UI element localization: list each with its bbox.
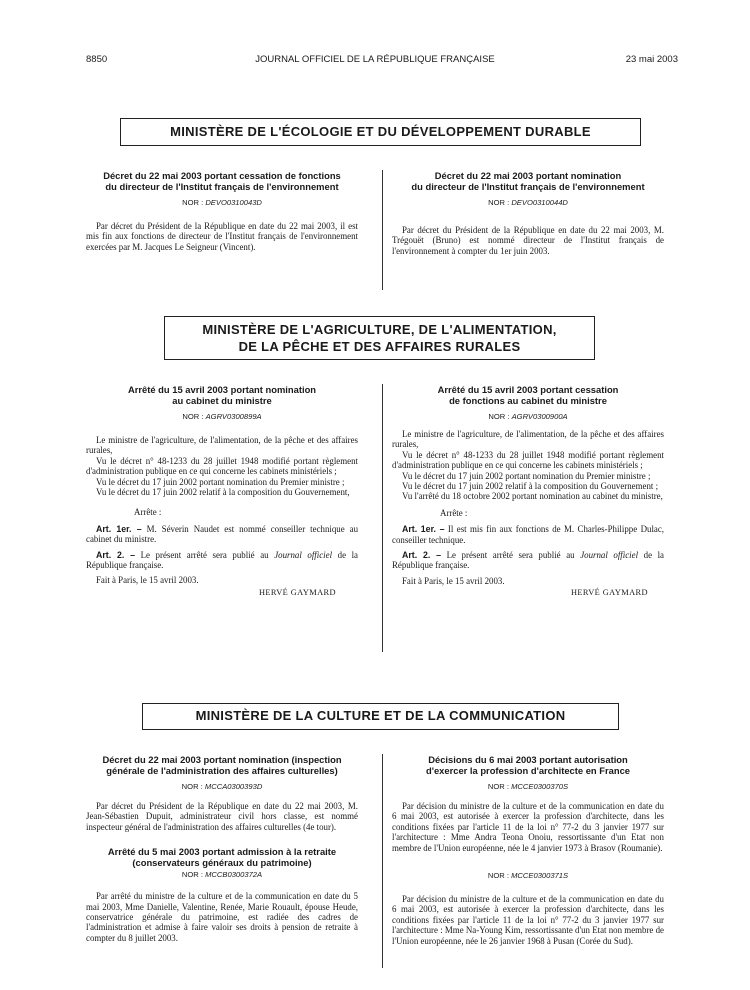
nor-reference xyxy=(86,412,358,421)
nor-code: AGRV0300900A xyxy=(511,412,568,421)
title-line: Décisions du 6 mai 2003 portant autorisation xyxy=(428,754,628,765)
issue-date: 23 mai 2003 xyxy=(625,54,678,65)
preamble: Le ministre de l'agriculture, de l'alimentation, de la pêche et des affaires rurales, xyxy=(392,429,664,450)
nor-code: DEVO0310044D xyxy=(511,198,568,207)
ministry-heading xyxy=(142,703,619,730)
article-2 xyxy=(392,550,664,571)
decree-column-right xyxy=(392,754,664,946)
nor-reference xyxy=(392,412,664,421)
nor-label: NOR : xyxy=(488,198,510,207)
done-at: Fait à Paris, le 15 avril 2003. xyxy=(96,575,199,586)
nor-label: NOR : xyxy=(487,871,509,881)
title-line: d'exercer la profession d'architecte en France xyxy=(425,765,631,776)
title-line: Arrêté du 5 mai 2003 portant admission à la retraite xyxy=(107,846,337,858)
nor-code: MCCB0300372A xyxy=(205,870,263,880)
journal-name: Journal officiel xyxy=(274,549,333,560)
nor-code: MCCE0300371S xyxy=(511,871,569,881)
nor-label: NOR : xyxy=(182,198,204,207)
done-at: Fait à Paris, le 15 avril 2003. xyxy=(402,575,505,586)
column-divider xyxy=(382,754,383,968)
decree-title xyxy=(86,170,358,192)
article-1 xyxy=(392,524,664,545)
visa: Vu le décret n° 48-1233 du 28 juillet 1948 modifié portant règlement d'administration publique en ce qui concerne les cabinets ministériels ; xyxy=(86,455,358,477)
article-text: Le présent arrêté sera publié au xyxy=(446,550,575,561)
nor-reference xyxy=(86,198,358,207)
decree-body: Par décret du Président de la République en date du 22 mai 2003, M. Trégouët (Bruno) est nommé directeur de l'Institut français de l'environnement à compter du 1er juin 2003. xyxy=(392,225,664,256)
article-2 xyxy=(86,550,358,571)
decree-title xyxy=(86,846,358,868)
title-line: Décret du 22 mai 2003 portant cessation de fonctions xyxy=(103,170,341,181)
nor-code: MCCA0300393D xyxy=(204,782,263,791)
decree-column-right xyxy=(392,384,664,599)
visa: Vu le décret du 17 juin 2002 relatif à la composition du Gouvernement ; xyxy=(402,481,659,492)
title-line: Décret du 22 mai 2003 portant nomination xyxy=(434,170,622,181)
title-line: (conservateurs généraux du patrimoine) xyxy=(132,857,312,869)
article-label: Art. 1er. – xyxy=(96,523,142,534)
ministry-heading xyxy=(120,118,641,146)
article-text: Il est mis fin aux fonctions de M. Charles-Philippe Dulac, conseiller technique. xyxy=(392,524,665,545)
ministry-name: MINISTÈRE DE LA CULTURE ET DE LA COMMUNICATION xyxy=(195,708,566,723)
decree-column-right xyxy=(392,170,664,256)
title-line: générale de l'administration des affaires culturelles) xyxy=(106,765,338,776)
ministry-name: MINISTÈRE DE L'ÉCOLOGIE ET DU DÉVELOPPEMENT DURABLE xyxy=(170,124,591,139)
ministry-name: DE LA PÊCHE ET DES AFFAIRES RURALES xyxy=(238,339,521,354)
article-text: M. Séverin Naudet est nommé conseiller technique au cabinet du ministre. xyxy=(86,523,359,545)
signature: HERVÉ GAYMARD xyxy=(258,587,336,597)
visa: Vu le décret du 17 juin 2002 portant nomination du Premier ministre ; xyxy=(96,476,345,487)
decree-title xyxy=(86,754,358,776)
nor-reference xyxy=(86,782,358,791)
title-line: du directeur de l'Institut français de l'environnement xyxy=(411,181,645,192)
column-divider xyxy=(382,170,383,290)
page-number: 8850 xyxy=(86,54,108,65)
decree-title xyxy=(392,170,664,192)
preamble: Le ministre de l'agriculture, de l'alimentation, de la pêche et des affaires rurales, xyxy=(86,435,358,456)
article-label: Art. 2. – xyxy=(96,549,136,560)
article-text: de la République française. xyxy=(86,549,358,571)
nor-reference xyxy=(86,870,358,879)
decision-body: Par décision du ministre de la culture et de la communication en date du 6 mai 2003, est autorisée à exercer la profession d'architecte, dans les conditions fixées par l'article 11 de la loi n° 77-2 du 3 janvier 1977 sur l'architecture : Mme Na-Young Kim, ressortissante d'un Etat non membre de l'Union européenne, née le 26 janvier 1968 à Pusan (Corée du Sud). xyxy=(392,894,664,946)
article-label: Art. 2. – xyxy=(402,550,442,561)
article-1 xyxy=(86,524,358,545)
nor-reference xyxy=(392,782,664,791)
nor-label: NOR : xyxy=(182,412,204,421)
decree-body: Par décret du Président de la République en date du 22 mai 2003, il est mis fin aux fonctions de directeur de l'Institut français de l'environnement exercées par M. Jacques Le Seigneur (Vincent). xyxy=(86,221,358,252)
decree-body: Par arrêté du ministre de la culture et de la communication en date du 5 mai 2003, Mme Danielle, Valentine, Renée, Marie Rouault, épouse Heude, conservatrice générale du patrimoine, est radiée des cadres de l'administration et admise à faire valoir ses droits à pension de retraite à compter du 8 juillet 2003. xyxy=(86,891,358,943)
nor-label: NOR : xyxy=(181,782,203,791)
nor-code: AGRV0300899A xyxy=(205,412,262,421)
decree-title xyxy=(392,384,664,406)
column-divider xyxy=(382,384,383,652)
journal-title: JOURNAL OFFICIEL DE LA RÉPUBLIQUE FRANÇAISE xyxy=(255,54,495,65)
decision-body: Par décision du ministre de la culture et de la communication en date du 6 mai 2003, est autorisée à exercer la profession d'architecte, dans les conditions fixées par l'article 11 de la loi n° 77-2 du 3 janvier 1977 sur l'architecture : Mme Andra Teona Onoiu, ressortissante d'un Etat non membre de l'Union européenne, née le 4 janvier 1973 à Brasov (Roumanie). xyxy=(392,801,664,853)
nor-reference xyxy=(392,198,664,207)
visa: Vu l'arrêté du 18 octobre 2002 portant nomination au cabinet du ministre, xyxy=(402,491,663,502)
nor-code: MCCE0300370S xyxy=(511,782,569,791)
article-text: de la République française. xyxy=(392,550,664,571)
decree-title xyxy=(86,384,358,406)
arrete-label: Arrête : xyxy=(134,507,162,518)
journal-name: Journal officiel xyxy=(580,550,639,561)
nor-code: DEVO0310043D xyxy=(205,198,262,207)
article-text: Le présent arrêté sera publié au xyxy=(140,549,269,560)
nor-label: NOR : xyxy=(488,412,510,421)
title-line: Décret du 22 mai 2003 portant nomination (inspection xyxy=(102,754,342,765)
decree-column-left xyxy=(86,384,358,598)
title-line: du directeur de l'Institut français de l'environnement xyxy=(105,181,339,192)
nor-label: NOR : xyxy=(181,870,203,880)
decree-title xyxy=(392,754,664,776)
visa: Vu le décret du 17 juin 2002 portant nomination du Premier ministre ; xyxy=(402,470,651,481)
ministry-name: MINISTÈRE DE L'AGRICULTURE, DE L'ALIMENTATION, xyxy=(202,322,557,337)
title-line: Arrêté du 15 avril 2003 portant nomination xyxy=(127,384,317,395)
nor-reference xyxy=(392,871,664,880)
decree-column-left xyxy=(86,170,358,252)
ministry-heading xyxy=(164,316,595,360)
title-line: de fonctions au cabinet du ministre xyxy=(449,395,607,406)
decree-body: Par décret du Président de la République en date du 22 mai 2003, M. Jean-Sébastien Dupuit, administrateur civil hors classe, est nommé inspecteur général de l'administration des affaires culturelles (4e tour). xyxy=(86,801,358,832)
title-line: Arrêté du 15 avril 2003 portant cessation xyxy=(437,384,619,395)
visa: Vu le décret du 17 juin 2002 relatif à la composition du Gouvernement, xyxy=(96,487,350,498)
arrete-label: Arrête : xyxy=(440,507,468,518)
title-line: au cabinet du ministre xyxy=(172,395,272,406)
visa: Vu le décret n° 48-1233 du 28 juillet 1948 modifié portant règlement d'administration publique en ce qui concerne les cabinets ministériels ; xyxy=(392,449,664,471)
nor-label: NOR : xyxy=(487,782,509,791)
signature: HERVÉ GAYMARD xyxy=(570,588,648,598)
decree-column-left xyxy=(86,754,358,943)
article-label: Art. 1er. – xyxy=(402,524,445,535)
